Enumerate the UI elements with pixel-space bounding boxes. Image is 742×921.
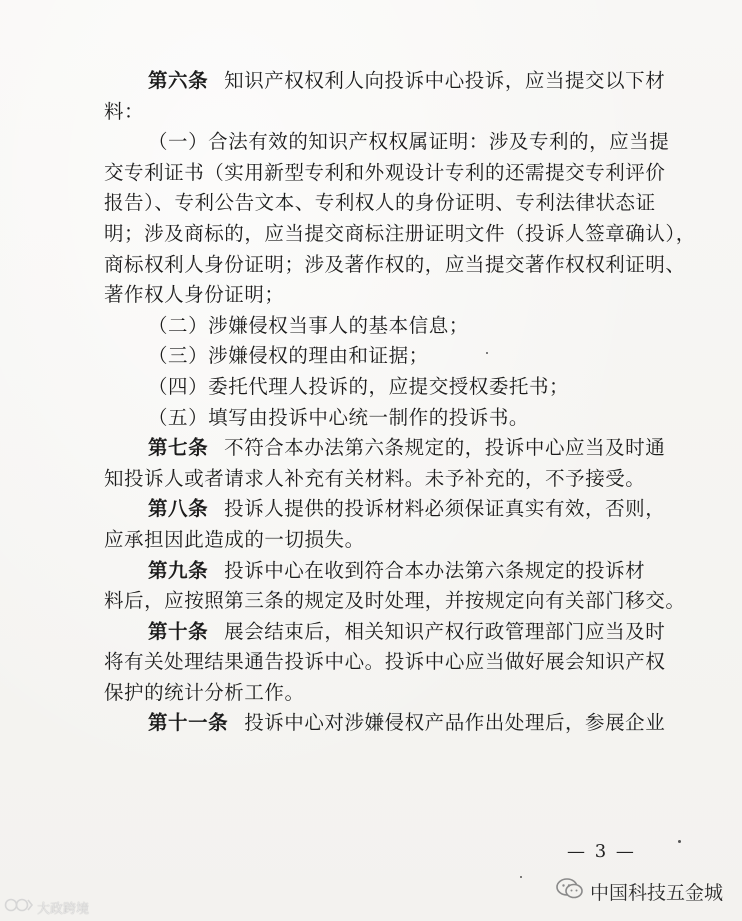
- line-6: 商标权利人身份证明；涉及著作权的，应当提交著作权权利证明、: [104, 252, 686, 276]
- line-text: 知识产权权利人向投诉中心投诉，应当提交以下材: [224, 69, 666, 92]
- line-17: 料后，应按照第三条的规定及时处理，并按规定向有关部门移交。: [104, 589, 686, 613]
- watermark-right: [556, 878, 723, 905]
- line-3: 交专利证书（实用新型专利和外观设计专利的还需提交专利评价: [104, 160, 666, 184]
- line-19: 将有关处理结果通告投诉中心。投诉中心应当做好展会知识产权: [104, 650, 666, 674]
- line-2: （一）合法有效的知识产权权属证明：涉及专利的，应当提: [148, 130, 670, 154]
- line-7: 著作权人身份证明；: [104, 283, 285, 307]
- line-20: 保护的统计分析工作。: [104, 680, 305, 704]
- scan-speck: [678, 840, 681, 843]
- scan-speck: [486, 352, 488, 354]
- article-label: 第七条: [148, 436, 209, 460]
- line-text: 投诉人提供的投诉材料必须保证真实有效，否则，: [224, 497, 666, 521]
- line-10: （四）委托代理人投诉的，应提交授权委托书；: [148, 374, 570, 398]
- line-12: [104, 433, 666, 464]
- article-label: 第八条: [148, 497, 209, 521]
- line-0: [104, 66, 666, 97]
- line-text: 展会结束后，相关知识产权行政管理部门应当及时: [224, 619, 666, 643]
- document-body: [104, 66, 696, 739]
- watermark-left: [4, 897, 89, 917]
- line-11: （五）填写由投诉中心统一制作的投诉书。: [148, 405, 529, 429]
- page-number: — 3 —: [567, 841, 636, 862]
- line-text: 投诉中心对涉嫌侵权产品作出处理后，参展企业: [244, 711, 666, 735]
- line-5: 明；涉及商标的，应当提交商标注册证明文件（投诉人签章确认），: [104, 221, 696, 245]
- line-1: 料：: [104, 99, 145, 123]
- line-15: 应承担因此造成的一切损失。: [104, 527, 365, 551]
- article-label: 第九条: [148, 558, 209, 582]
- line-text: 投诉中心在收到符合本办法第六条规定的投诉材: [224, 558, 646, 582]
- line-9: （三）涉嫌侵权的理由和证据；: [148, 344, 429, 368]
- line-text: 不符合本办法第六条规定的，投诉中心应当及时通: [224, 436, 666, 460]
- line-4: 报告）、专利公告文本、专利权人的身份证明、专利法律状态证: [104, 191, 656, 215]
- line-16: [104, 556, 656, 587]
- line-8: （二）涉嫌侵权当事人的基本信息；: [148, 313, 469, 337]
- logo-icon: [4, 897, 34, 917]
- line-18: [104, 617, 666, 648]
- line-14: [104, 494, 666, 525]
- article-label: 第十条: [148, 619, 209, 643]
- watermark-right-text: 中国科技五金城: [590, 882, 724, 904]
- line-21: [104, 708, 666, 739]
- wechat-icon: [556, 878, 584, 905]
- watermark-left-text: 大政跨境: [37, 901, 90, 917]
- line-13: 知投诉人或者请求人补充有关材料。未予补充的，不予接受。: [104, 466, 646, 490]
- article-label: 第六条: [148, 69, 209, 92]
- article-label: 第十一条: [148, 711, 229, 735]
- scan-speck: [520, 876, 522, 878]
